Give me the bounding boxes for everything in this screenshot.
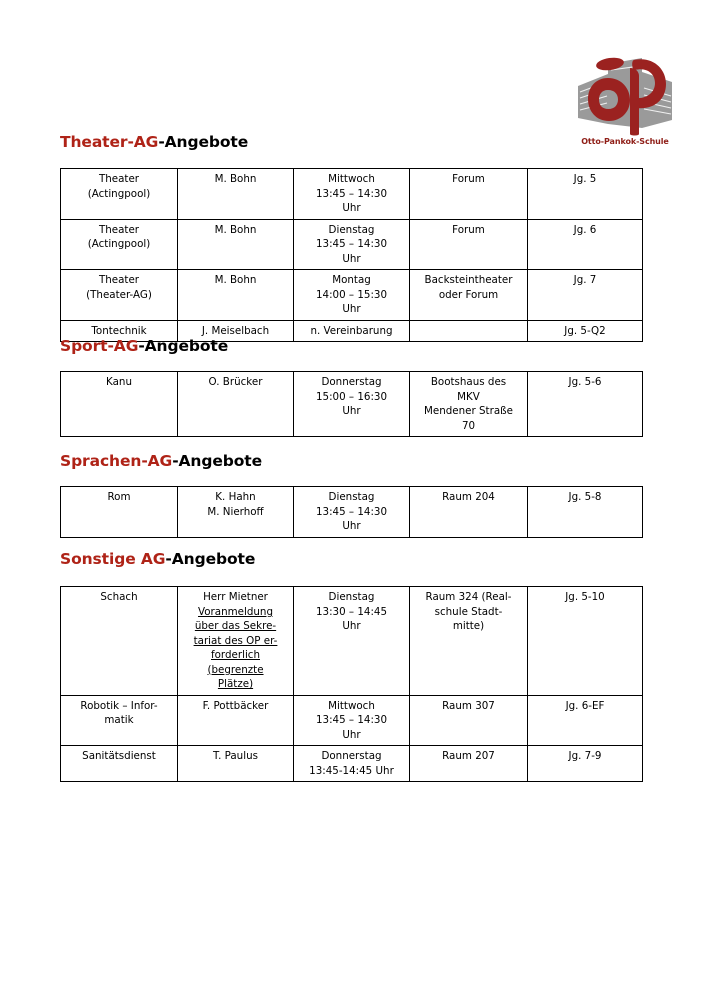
cell-name: Rom	[61, 487, 178, 538]
cell-place: Backsteintheater oder Forum	[410, 270, 528, 321]
cell-time: Mittwoch 13:45 – 14:30 Uhr	[294, 169, 410, 220]
cell-name: Theater (Theater-AG)	[61, 270, 178, 321]
cell-name: Kanu	[61, 372, 178, 437]
registration-note-line: Voranmeldung	[198, 605, 273, 618]
table-sonstige-ag	[60, 586, 643, 782]
section-heading-sport	[60, 337, 228, 355]
cell-time: Dienstag 13:45 – 14:30 Uhr	[294, 487, 410, 538]
logo-building-icon	[566, 48, 684, 136]
logo-caption: Otto-Pankok-Schule	[581, 137, 669, 146]
table-row	[61, 372, 643, 437]
cell-time: Dienstag 13:30 – 14:45 Uhr	[294, 587, 410, 696]
cell-grade: Jg. 7-9	[528, 746, 643, 782]
cell-name: Robotik – Infor- matik	[61, 695, 178, 746]
cell-place: Raum 207	[410, 746, 528, 782]
cell-grade: Jg. 5-Q2	[528, 320, 643, 342]
section-heading-sport-accent: Sport-AG	[60, 337, 139, 355]
table-sport-ag	[60, 371, 643, 437]
cell-place	[410, 320, 528, 342]
logo-artwork	[566, 48, 684, 136]
cell-grade: Jg. 5-6	[528, 372, 643, 437]
section-heading-sprachen	[60, 452, 262, 470]
cell-grade: Jg. 6	[528, 219, 643, 270]
cell-time: Donnerstag 13:45-14:45 Uhr	[294, 746, 410, 782]
registration-note-line: tariat des OP er-	[193, 634, 278, 647]
cell-teacher: M. Bohn	[178, 169, 294, 220]
table-theater-ag	[60, 168, 643, 342]
table-sprachen-ag	[60, 486, 643, 538]
cell-place: Raum 324 (Real- schule Stadt- mitte)	[410, 587, 528, 696]
cell-place: Raum 204	[410, 487, 528, 538]
section-heading-sprachen-accent: Sprachen-AG	[60, 452, 173, 470]
table-row	[61, 270, 643, 321]
section-heading-sonstige-suffix: -Angebote	[165, 550, 256, 568]
cell-grade: Jg. 6-EF	[528, 695, 643, 746]
section-heading-sport-suffix: -Angebote	[138, 337, 229, 355]
section-heading-sonstige	[60, 550, 255, 568]
table-row	[61, 695, 643, 746]
table-row	[61, 587, 643, 696]
table-row	[61, 746, 643, 782]
table-row	[61, 169, 643, 220]
cell-grade: Jg. 5-8	[528, 487, 643, 538]
cell-time: Donnerstag 15:00 – 16:30 Uhr	[294, 372, 410, 437]
cell-name: Theater (Actingpool)	[61, 169, 178, 220]
cell-place: Forum	[410, 219, 528, 270]
cell-time: Montag 14:00 – 15:30 Uhr	[294, 270, 410, 321]
section-heading-sonstige-accent: Sonstige AG	[60, 550, 166, 568]
cell-teacher: K. Hahn M. Nierhoff	[178, 487, 294, 538]
registration-note-line: forderlich	[211, 649, 260, 661]
cell-teacher: T. Paulus	[178, 746, 294, 782]
registration-note-line: (begrenzte	[207, 663, 264, 676]
section-heading-theater-suffix: -Angebote	[158, 133, 249, 151]
table-row	[61, 219, 643, 270]
section-heading-sprachen-suffix: -Angebote	[172, 452, 263, 470]
cell-place: Bootshaus des MKV Mendener Straße 70	[410, 372, 528, 437]
cell-place: Raum 307	[410, 695, 528, 746]
cell-name: Sanitätsdienst	[61, 746, 178, 782]
cell-name: Tontechnik	[61, 320, 178, 342]
cell-grade: Jg. 5-10	[528, 587, 643, 696]
section-heading-theater-accent: Theater-AG	[60, 133, 159, 151]
cell-place: Forum	[410, 169, 528, 220]
cell-teacher: M. Bohn	[178, 270, 294, 321]
registration-note-line: über das Sekre-	[194, 620, 277, 632]
cell-teacher: O. Brücker	[178, 372, 294, 437]
cell-time: n. Vereinbarung	[294, 320, 410, 342]
school-logo	[566, 48, 684, 156]
cell-name: Theater (Actingpool)	[61, 219, 178, 270]
cell-teacher: F. Pottbäcker	[178, 695, 294, 746]
cell-teacher: M. Bohn	[178, 219, 294, 270]
cell-teacher: Herr Mietner Voranmeldung über das Sekre- tariat des OP er- forderlich (begrenzte Plätze)	[178, 587, 294, 696]
cell-grade: Jg. 7	[528, 270, 643, 321]
cell-grade: Jg. 5	[528, 169, 643, 220]
cell-time: Dienstag 13:45 – 14:30 Uhr	[294, 219, 410, 270]
table-row	[61, 487, 643, 538]
cell-time: Mittwoch 13:45 – 14:30 Uhr	[294, 695, 410, 746]
cell-teacher: J. Meiselbach	[178, 320, 294, 342]
section-heading-theater	[60, 133, 248, 151]
cell-name: Schach	[61, 587, 178, 696]
registration-note-line: Plätze)	[217, 678, 254, 690]
